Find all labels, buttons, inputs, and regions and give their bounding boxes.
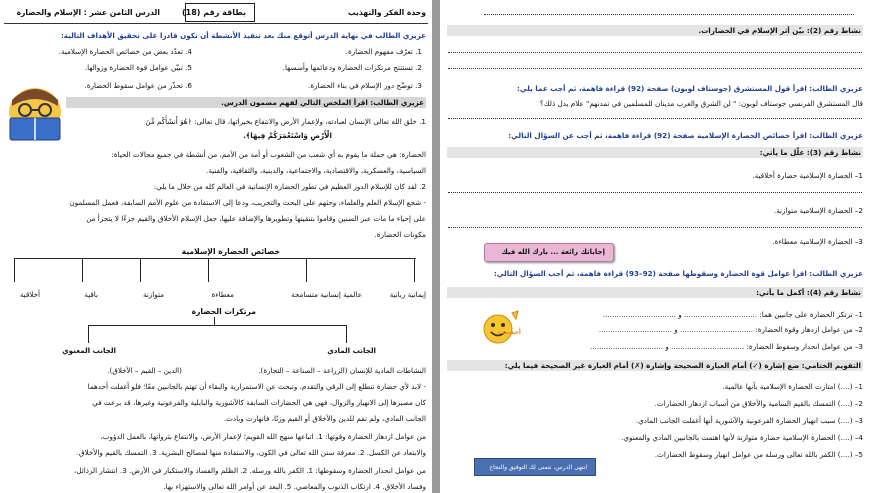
characteristic-5: باقية: [84, 290, 98, 299]
reason-1: 1– الحضارة الإسلامية حضارة أخلاقية.: [752, 171, 863, 180]
tf-item-2: 2– (....) التمسك بالقيم السامية والأخلاق من أسباب ازدهار الحضارات.: [654, 399, 863, 408]
activity-4: نشاط رقم (4): أكمل ما يأتي:: [447, 287, 863, 298]
unit-title: وحدة الفكر والتهذيب: [348, 8, 426, 17]
tf-item-4: 4– (....) الحضارة الإسلامية حضارة متوازنة لأنها اهتمت بالجانبين المادي والمعنوي.: [621, 433, 863, 442]
summary-line-8: مكونات الحضارة.: [374, 230, 426, 239]
closing-line-1: - لابد لأي حضارة تتطلع إلى الرقي والتقدم، وتبحث عن الاستمرارية والبقاء أن تهتم بالجانبين معًا؛ فلو أغفلت أحدهما: [87, 382, 426, 391]
well-done-label: أحسنت: [497, 328, 521, 336]
lesson-title: الدرس الثامن عشر : الإسلام والحضارة: [16, 8, 160, 17]
completion-3: 3– من عوامل انحدار وسقوط الحضارة: ................................ و ................................: [589, 342, 863, 351]
objective-1: 1. تعرّف مفهوم الحضارة.: [345, 47, 422, 56]
completion-1: 1– ترتكز الحضارة على جانبين هما: ................................ و ................................: [602, 310, 863, 319]
instruction-3: عزيزي الطالب: اقرأ عوامل قوة الحضارة وسقوطها صفحة (92–93) قراءة فاهمة، ثم أجب السؤال التالي:: [493, 269, 863, 278]
card-label: بطاقة رقم (18): [181, 8, 246, 17]
reading-student-icon: [2, 82, 68, 144]
summary-instruction: عزيزي الطالب: اقرأ الملخص التالي لفهم مضمون الدرس.: [66, 97, 426, 108]
footer-banner: [474, 458, 596, 476]
closing-line-7: وفساد الأخلاق. 4. ارتكاب الذنوب والمعاصي. 5. البعد عن أوامر الله تعالى والاستهزاء بها.: [163, 482, 426, 491]
objective-2: 2. تستنتج مرتكزات الحضارة ودعائمها وأسسها.: [282, 63, 422, 72]
material-side: الجانب المادي: [327, 346, 376, 355]
instruction-2: عزيزي الطالب: اقرأ خصائص الحضارة الإسلامية صفحة (92) قراءة فاهمة، ثم أجب عن السؤال التالي:: [508, 131, 863, 140]
summary-line-6: - شجع الإسلام العلم والعلماء، وحثهم على البحث والتجريب، ودعا إلى الاستفادة من علوم الأمم السابقة، فعمل المسلمون: [69, 198, 426, 207]
closing-line-2: كان مصيرها إلى الانهيار والزوال، فهي هي الحضارات السابقة كالآشورية والبابلية والفرعونية وغيرها، قد برعت في: [92, 398, 426, 407]
objective-5: 5. تبيّن عوامل قوة الحضارة وزوالها.: [84, 63, 192, 72]
reason-2: 2– الحضارة الإسلامية متوازنة.: [773, 206, 863, 215]
moral-side: الجانب المعنوي: [62, 346, 116, 355]
characteristic-6: أخلاقية: [19, 290, 40, 299]
card-label-box: [181, 3, 255, 22]
header-rule: [4, 23, 428, 24]
summary-line-5: 2. لقد كان للإسلام الدور العظيم في تطور الحضارة الإنسانية في العالم كله من خلال ما يلي:: [153, 182, 426, 191]
final-evaluation: التقويم الختامي: ضع إشارة (✓) أمام العبارة الصحيحة وإشارة (✗) أمام العبارة غير الصحيحة فيما يلي:: [447, 360, 863, 371]
completion-2: 2– من عوامل ازدهار وقوة الحضارة: ................................ و ................................: [598, 325, 863, 334]
summary-line-3: الحضارة: هي جملة ما يقوم به أي شعب من الشعوب أو أمة من الأمم، من أنشطة في جميع مجالات الحياة:: [111, 150, 426, 159]
lesson-card-page: [0, 0, 432, 493]
moral-desc: (الدين – القيم – الأخلاق).: [107, 366, 182, 375]
objectives-intro: عزيزي الطالب في نهاية الدرس أتوقع منك بعد تنفيذ الأنشطة أن تكون قادرا على تحقيق الأهداف التالية:: [60, 31, 426, 40]
praise-banner: [484, 243, 614, 262]
characteristics-title: خصائص الحضارة الإسلامية: [181, 247, 280, 256]
characteristic-1: إيمانية ربانية: [389, 290, 426, 299]
activity-3: نشاط رقم (3): علّل ما يأتي:: [447, 147, 863, 158]
reason-3: 3– الحضارة الإسلامية معطاءة.: [772, 237, 863, 246]
closing-line-3: الجانب المادي، ولم تقم للدين والأخلاق أو القيم وزنًا، فانهارت وبادت.: [223, 414, 426, 423]
characteristic-4: متوازنة: [142, 290, 164, 299]
pillars-title: مرتكزات الحضارة: [191, 307, 256, 316]
well-done-smiley-icon: [482, 309, 522, 345]
tf-item-5: 5– (....) الكفر بالله تعالى ورسله من عوامل انهيار وسقوط الحضارات.: [654, 450, 863, 459]
footer-text: انتهى الدرس، نتمنى لك التوفيق والنجاح: [489, 464, 587, 471]
summary-line-1: 1. خلق الله تعالى الإنسان لعبادته، ولإعمار الأرض والانتفاع بخيراتها، قال تعالى: ﴿هُوَ أَنشَأَكُم مِّنَ: [145, 117, 426, 126]
activity-2: نشاط رقم (2): بيّن أثر الإسلام في الحضارات.: [447, 25, 863, 36]
material-desc: النشاطات المادية للإنسان (الزراعة – الصناعة – التجارة).: [258, 366, 426, 375]
characteristic-2: عالمية إنسانية متسامحة: [290, 290, 362, 299]
tf-item-3: 3– (....) سبب انهيار الحضارة الفرعونية والآشورية أنها أغفلت الجانب المادي.: [635, 416, 863, 425]
objective-4: 4. تعدّد بعض من خصائص الحضارة الإسلامية.: [58, 47, 192, 56]
praise-banner-text: إجاباتك رائعة ... بارك الله فيك: [501, 248, 605, 256]
closing-line-6: من عوامل انحدار الحضارة وسقوطها: 1. الكفر بالله ورسله. 2. الظلم والفساد والاستكبار في الأرض. 3. انتشار الرذائل،: [74, 466, 426, 475]
objective-3: 3. توضّح دور الإسلام في بناء الحضارة.: [308, 81, 422, 90]
closing-line-5: والابتعاد عن الكسل. 2. معرفة سنن الله تعالى في الكون، والاستفادة منها لمصالح البشرية. 3. التمسك بالقيم والأخلاق.: [76, 448, 426, 457]
closing-line-4: من عوامل ازدهار الحضارة وقوتها: 1. اتباعها منهج الله القويم؛ لإعمار الأرض، والانتفاع بثرواتها، بالعمل الدؤوب،: [100, 432, 426, 441]
tf-item-1: 1– (....) امتازت الحضارة الإسلامية بأنها عالمية.: [722, 382, 863, 391]
diagram-bar: [14, 258, 416, 259]
objective-6: 6. تحذّر من عوامل سقوط الحضارة.: [84, 81, 192, 90]
summary-line-2: الْأَرْضِ وَاسْتَعْمَرَكُمْ فِيهَا﴾.: [243, 131, 332, 140]
page-gap: [432, 0, 440, 493]
instruction-1: عزيزي الطالب: اقرأ قول المستشرق (جوستاف لوبون) صفحة (92) قراءة فاهمة، ثم أجب عما يلي:: [517, 84, 863, 93]
summary-line-4: السياسية، والعسكرية، والاقتصادية، والاجتماعية، والدينية، والثقافية، والفنية.: [206, 166, 426, 175]
worksheet-page: [440, 0, 871, 493]
question-1: قال المستشرق الفرنسي جوستاف لوبون: " لن الشرق والغرب مدينان للمسلمين في تمدنهم" علام يدل ذلك؟: [539, 99, 863, 108]
summary-line-7: على إحياء ما مات عبر السنين وقاموا بتنقيتها وتطويرها والإضافة عليها، جعل الإسلام الأخلاق والقيم جزءًا لا يتجزأ من: [86, 214, 426, 223]
characteristic-3: معطاءة: [211, 290, 234, 299]
